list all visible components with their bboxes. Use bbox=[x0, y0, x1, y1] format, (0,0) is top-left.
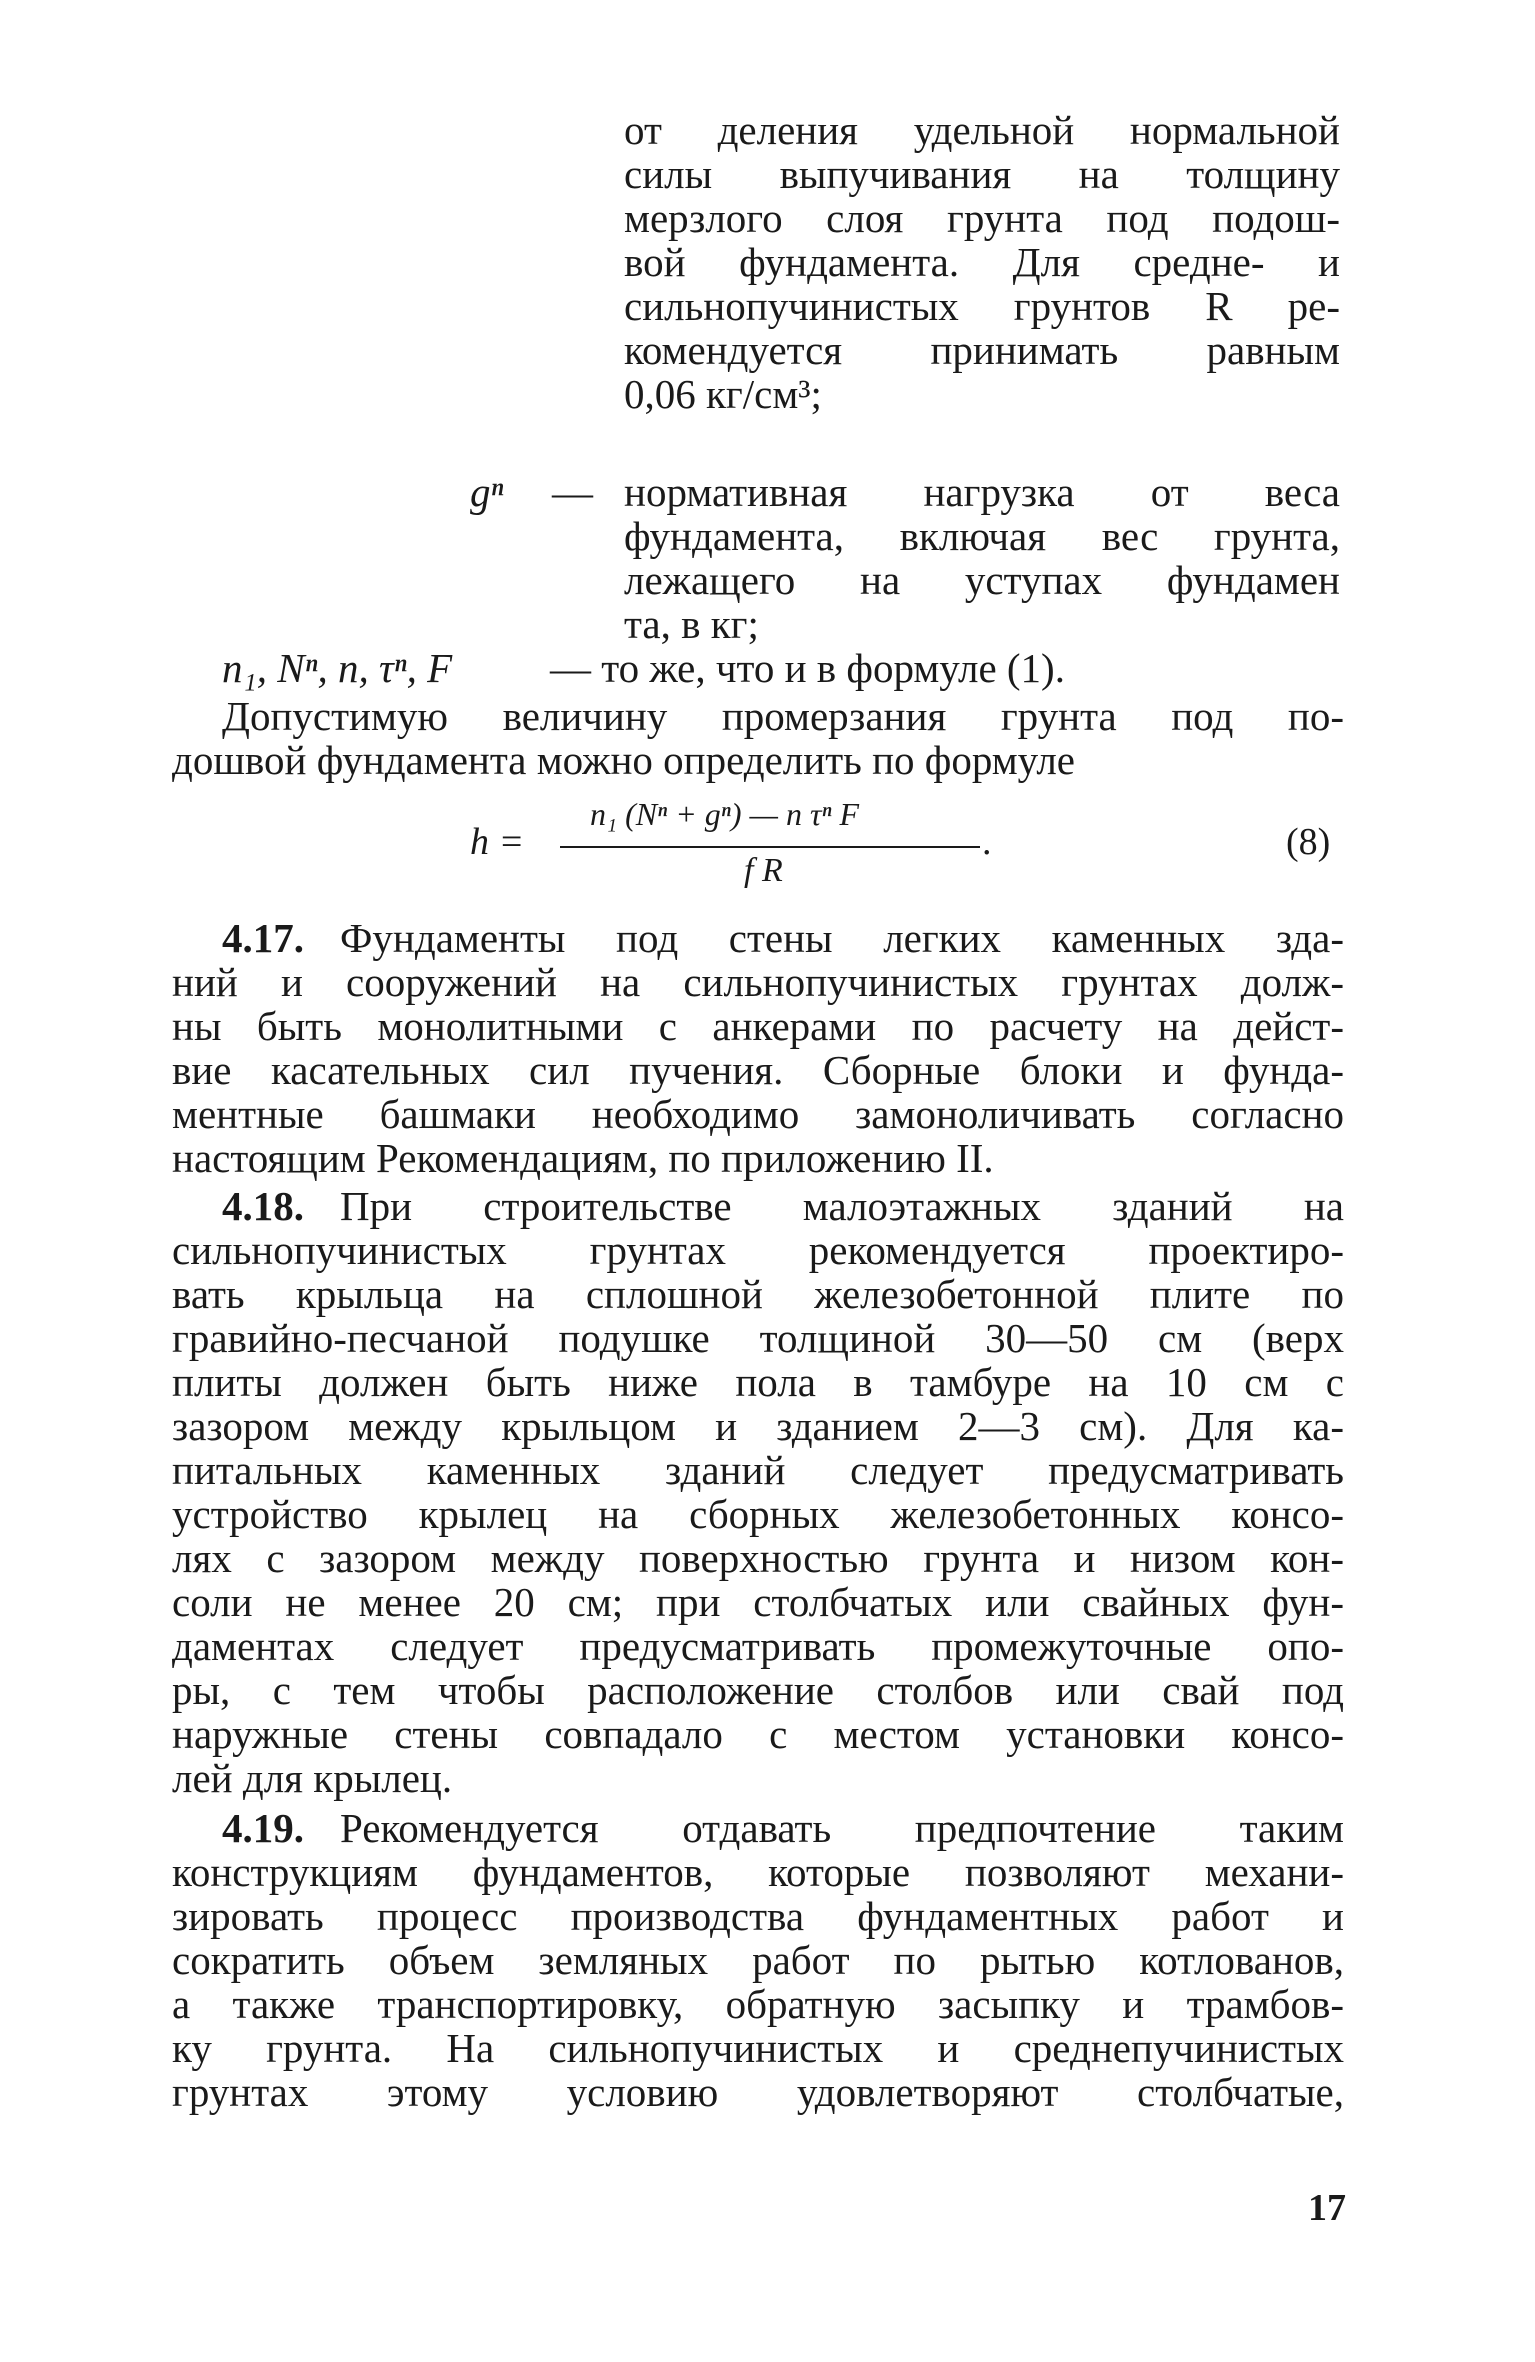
symbol-list: n₁, Nⁿ, n, τⁿ, F bbox=[222, 645, 453, 691]
definition-line: лежащего на уступах фундамен bbox=[624, 557, 1340, 603]
section-line: а также транспортировку, обратную засыпку и трамбов- bbox=[172, 1981, 1344, 2027]
section-line: сократить объем земляных работ по рытью котлованов, bbox=[172, 1937, 1344, 1983]
page-number: 17 bbox=[1308, 2187, 1346, 2229]
section-line: зировать процесс производства фундаментных работ и bbox=[172, 1893, 1344, 1939]
section-line: соли не менее 20 см; при столбчатых или свайных фун- bbox=[172, 1579, 1344, 1625]
formula-period: . bbox=[982, 821, 992, 863]
section-line: ментные башмаки необходимо замоноличивать согласно bbox=[172, 1091, 1344, 1137]
definition-dash: — bbox=[552, 469, 593, 515]
section-line: При строительстве малоэтажных зданий на bbox=[340, 1183, 1344, 1229]
section-line: устройство крылец на сборных железобетонных консо- bbox=[172, 1491, 1344, 1537]
definition-line: фундамента, включая вес грунта, bbox=[624, 513, 1340, 559]
formula-lhs: h = bbox=[470, 821, 525, 863]
section-line: гравийно-песчаной подушке толщиной 30—50 см (верх bbox=[172, 1315, 1344, 1361]
section-line: лях с зазором между поверхностью грунта и низом кон- bbox=[172, 1535, 1344, 1581]
formula-number: (8) bbox=[1286, 821, 1331, 863]
section-line: грунтах этому условию удовлетворяют столбчатые, bbox=[172, 2069, 1344, 2115]
paragraph-line: Допустимую величину промерзания грунта под по- bbox=[222, 693, 1344, 739]
section-line: настоящим Рекомендациям, по приложению II. bbox=[172, 1135, 994, 1181]
section-line: Рекомендуется отдавать предпочтение таким bbox=[340, 1805, 1344, 1851]
symbol-g: gⁿ bbox=[470, 469, 504, 515]
section-number: 4.19. bbox=[222, 1805, 304, 1851]
definition-line: от деления удельной нормальной bbox=[624, 107, 1340, 153]
section-line: плиты должен быть ниже пола в тамбуре на 10 см с bbox=[172, 1359, 1344, 1405]
section-line: Фундаменты под стены легких каменных зда- bbox=[340, 915, 1344, 961]
section-line: ний и сооружений на сильнопучинистых грунтах долж- bbox=[172, 959, 1344, 1005]
section-number: 4.18. bbox=[222, 1183, 304, 1229]
section-line: зазором между крыльцом и зданием 2—3 см). Для ка- bbox=[172, 1403, 1344, 1449]
formula-numerator: n₁ (Nⁿ + gⁿ) — n τⁿ F bbox=[590, 796, 860, 832]
section-line: сильнопучинистых грунтах рекомендуется проектиро- bbox=[172, 1227, 1344, 1273]
definition-line: мерзлого слоя грунта под подош- bbox=[624, 195, 1340, 241]
definition-line: сильнопучинистых грунтов R ре- bbox=[624, 283, 1340, 329]
definition-line: та, в кг; bbox=[624, 601, 759, 647]
section-line: ны быть монолитными с анкерами по расчету на дейст- bbox=[172, 1003, 1344, 1049]
definition-line: комендуется принимать равным bbox=[624, 327, 1340, 373]
section-line: вать крыльца на сплошной железобетонной плите по bbox=[172, 1271, 1344, 1317]
paragraph-line: дошвой фундамента можно определить по формуле bbox=[172, 737, 1076, 783]
definition-line: силы выпучивания на толщину bbox=[624, 151, 1340, 197]
section-line: ры, с тем чтобы расположение столбов или свай под bbox=[172, 1667, 1344, 1713]
section-line: наружные стены совпадало с местом установки консо- bbox=[172, 1711, 1344, 1757]
definition-same-text: — то же, что и в формуле (1). bbox=[550, 645, 1065, 691]
definition-line: 0,06 кг/см³; bbox=[624, 371, 822, 417]
section-line: вие касательных сил пучения. Сборные блоки и фунда- bbox=[172, 1047, 1344, 1093]
section-line: даментах следует предусматривать промежуточные опо- bbox=[172, 1623, 1344, 1669]
formula-denominator: f R bbox=[744, 852, 783, 889]
section-line: конструкциям фундаментов, которые позволяют механи- bbox=[172, 1849, 1344, 1895]
section-line: ку грунта. На сильнопучинистых и среднепучинистых bbox=[172, 2025, 1344, 2071]
section-line: лей для крылец. bbox=[172, 1755, 453, 1801]
fraction-bar bbox=[560, 846, 980, 848]
section-number: 4.17. bbox=[222, 915, 304, 961]
definition-line: нормативная нагрузка от веса bbox=[624, 469, 1340, 515]
definition-line: вой фундамента. Для средне- и bbox=[624, 239, 1340, 285]
section-line: питальных каменных зданий следует предусматривать bbox=[172, 1447, 1344, 1493]
